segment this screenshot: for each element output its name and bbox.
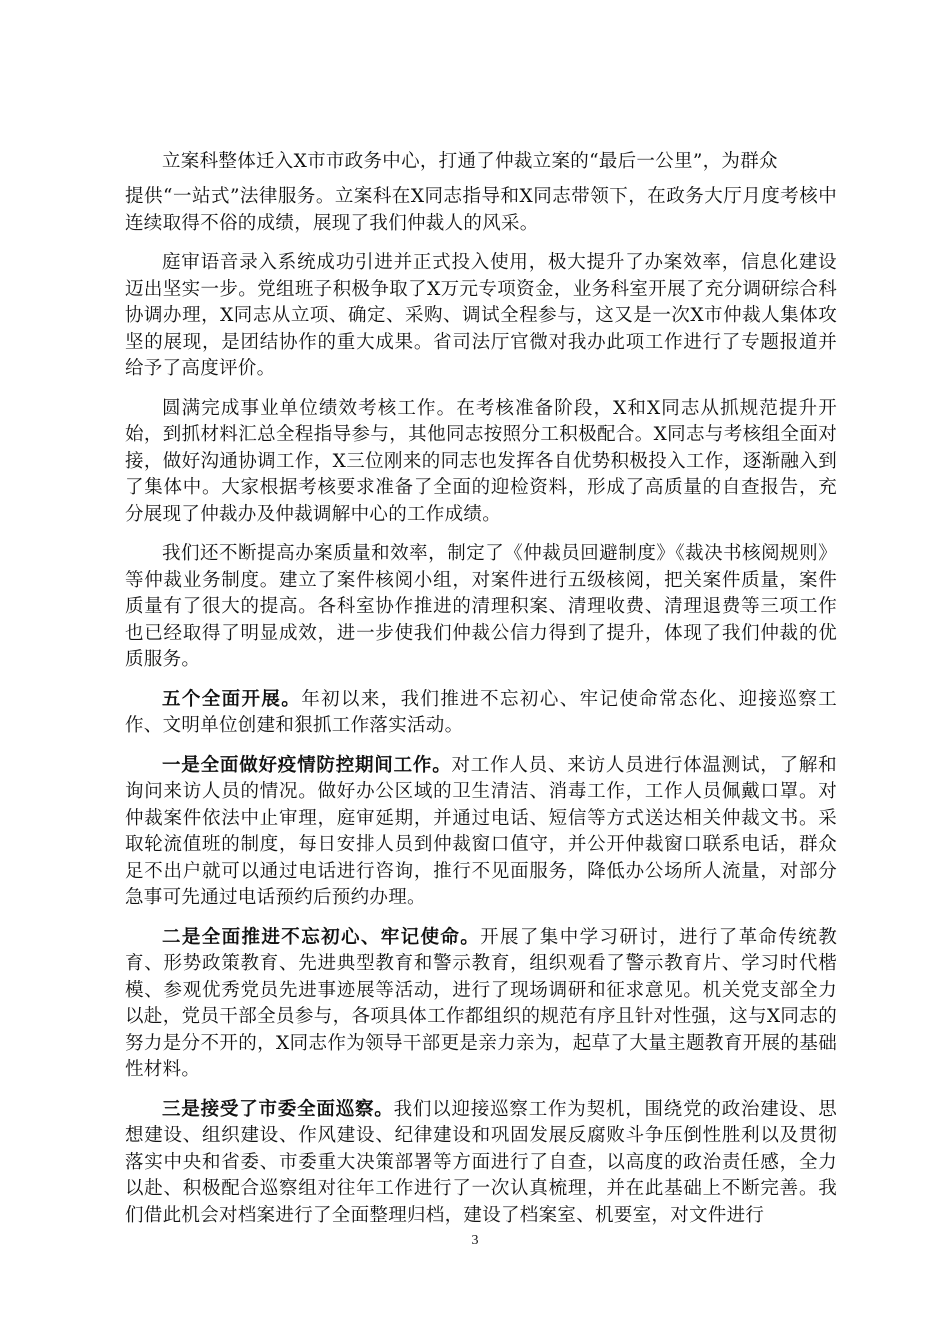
paragraph-8-text: 开展了集中学习研讨，进行了革命传统教育、形势政策教育、先进典型教育和警示教育，组织观看了警示教育片、学习时代楷模、参观优秀党员先进事迹展等活动，进行了现场调研和征求意见。机关党支部全力以赴，党员干部全员参与，各项具体工作都组织的规范有序且针对性强，这与X同志的努力是分不开的，X同志作为领导干部更是亲力亲为，起草了大量主题教育开展的基础性材料。 [125,926,837,1080]
paragraph-5 [125,541,837,674]
paragraph-2 [125,184,837,237]
paragraph-8 [125,925,837,1084]
paragraph-4-text: 圆满完成事业单位绩效考核工作。在考核准备阶段，X和X同志从抓规范提升开始，到抓材料汇总全程指导参与，其他同志按照分工积极配合。X同志与考核组全面对接，做好沟通协调工作，X三位刚来的同志也发挥各自优势积极投入工作，逐渐融入到了集体中。大家根据考核要求准备了全面的迎检资料，形成了高质量的自查报告，充分展现了仲裁办及仲裁调解中心的工作成绩。 [125,397,837,525]
page-number: 3 [471,1233,479,1248]
paragraph-7 [125,753,837,912]
paragraph-2-text: 提供“一站式”法律服务。立案科在X同志指导和X同志带领下，在政务大厅月度考核中连续取得不俗的成绩，展现了我们仲裁人的风采。 [125,186,837,234]
document-body [125,145,837,1229]
paragraph-5-text: 我们还不断提高办案质量和效率，制定了《仲裁员回避制度》《裁决书核阅规则》等仲裁业务制度。建立了案件核阅小组，对案件进行五级核阅，把关案件质量，案件质量有了很大的提高。各科室协作推进的清理积案、清理收费、清理退费等三项工作也已经取得了明显成效，进一步使我们仲裁公信力得到了提升，体现了我们仲裁的优质服务。 [125,543,837,670]
paragraph-9-lead: 三是接受了市委全面巡察。 [162,1098,394,1120]
paragraph-6-text: 年初以来，我们推进不忘初心、牢记使命常态化、迎接巡察工作、文明单位创建和狠抓工作落实活动。 [125,688,837,736]
paragraph-9 [125,1097,837,1230]
paragraph-8-lead: 二是全面推进不忘初心、牢记使命。 [162,926,481,948]
paragraph-6-lead: 五个全面开展。 [162,688,302,710]
paragraph-9-text: 我们以迎接巡察工作为契机，围绕党的政治建设、思想建设、组织建设、作风建设、纪律建设和巩固发展反腐败斗争压倒性胜利以及贯彻落实中央和省委、市委重大决策部署等方面进行了自查，以高度的政治责任感，全力以赴、积极配合巡察组对往年工作进行了一次认真梳理，并在此基础上不断完善。我们借此机会对档案进行了全面整理归档，建设了档案室、机要室，对文件进行 [125,1098,838,1226]
paragraph-4 [125,396,837,529]
paragraph-7-lead: 一是全面做好疫情防控期间工作。 [162,754,452,776]
paragraph-1 [125,145,837,178]
paragraph-3 [125,250,837,383]
paragraph-3-text: 庭审语音录入系统成功引进并正式投入使用，极大提升了办案效率，信息化建设迈出坚实一步。党组班子积极争取了X万元专项资金，业务科室开展了充分调研综合科协调办理，X同志从立项、确定、采购、调试全程参与，这又是一次X市仲裁人集体攻坚的展现，是团结协作的重大成果。省司法厅官微对我办此项工作进行了专题报道并给予了高度评价。 [125,252,837,379]
paragraph-6 [125,687,837,740]
paragraph-7-text: 对工作人员、来访人员进行体温测试，了解和询问来访人员的情况。做好办公区域的卫生清洁、消毒工作，工作人员佩戴口罩。对仲裁案件依法中止审理，庭审延期，并通过电话、短信等方式送达相关仲裁文书。采取轮流值班的制度，每日安排人员到仲裁窗口值守，并公开仲裁窗口联系电话，群众足不出户就可以通过电话进行咨询，推行不见面服务，降低办公场所人流量，对部分急事可先通过电话预约后预约办理。 [125,754,837,908]
paragraph-1-text: 立案科整体迁入X市市政务中心，打通了仲裁立案的“最后一公里”，为群众 [162,151,778,172]
